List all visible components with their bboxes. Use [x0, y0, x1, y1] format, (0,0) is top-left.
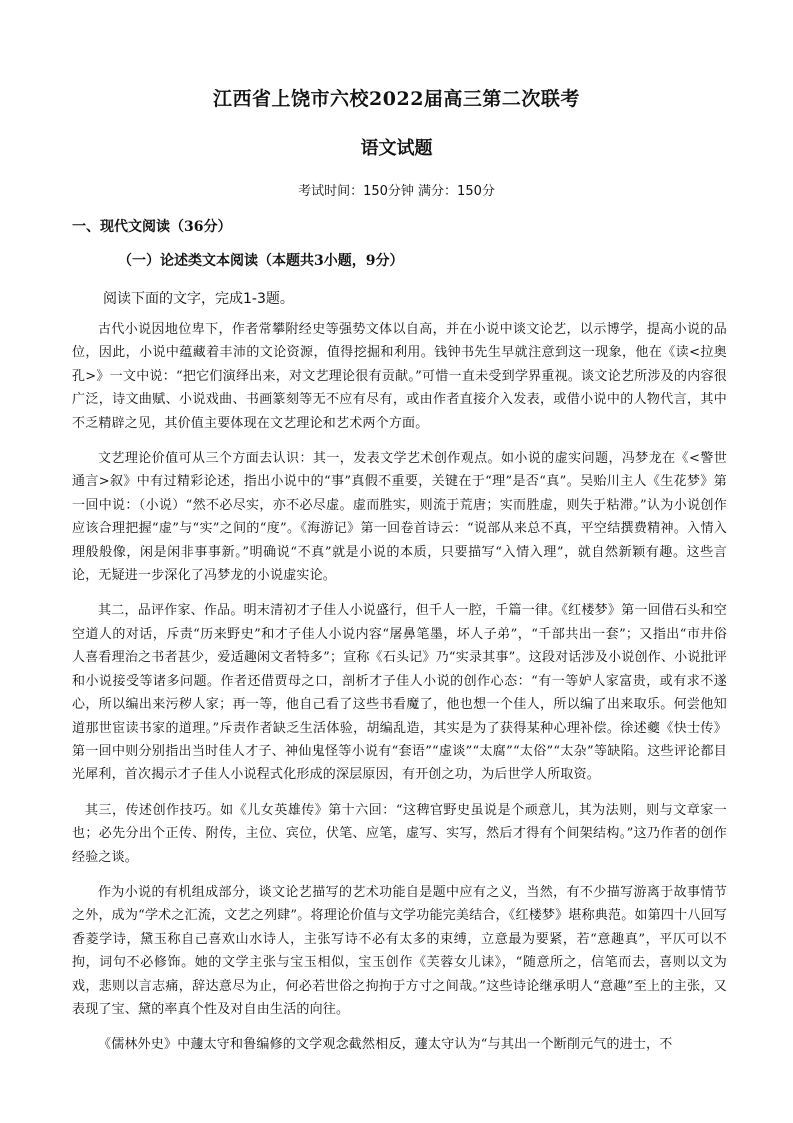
passage-paragraph: 其二，品评作家、作品。明末清初才子佳人小说盛行，但千人一腔，千篇一律。《红楼梦》第一回借石头和空空道人的对话，斥责“历来野史”和才子佳人小说内容“屠鼻笔墨，坏人子弟”，“千部共出一套”；又指出“市井俗人喜看理治之书者甚少，爱适趣闲文者特多”；宣称《石头记》乃“实录其事”。这段对话涉及小说创作、小说批评和小说接受等诸多问题。作者还借贾母之口，剖析才子佳人小说的创作心态：“有一等妒人家富贵，或有求不遂心，所以编出来污秽人家；再一等，他自己看了这些书看魔了，他也想一个佳人，所以编了出来取乐。何尝他知道那世宦读书家的道理。”斥责作者缺乏生活体验，胡编乱造，其实是为了获得某种心理补偿。徐述夔《快士传》第一回中则分别指出当时佳人才子、神仙鬼怪等小说有“套语”“虚谈”“太腐”“太俗”“太杂”等缺陷。这些评论都目光犀利，首次揭示才子佳人小说程式化形成的深层原因，有开创之功，为后世学人所取资。: [72, 603, 727, 783]
section-heading: 一、现代文阅读（36分）: [72, 219, 232, 235]
exam-meta: 考试时间：150分钟 满分：150分: [298, 184, 495, 199]
subsection-heading: （一）论述类文本阅读（本题共3小题，9分）: [118, 253, 404, 269]
passage-paragraph: 《儒林外史》中蘧太守和鲁编修的文学观念截然相反，蘧太守认为“与其出一个断削元气的进士，不: [98, 1037, 673, 1053]
instruction-text: 阅读下面的文字，完成1-3题。: [103, 291, 294, 307]
passage-paragraph: 文艺理论价值可从三个方面去认识：其一，发表文学艺术创作观点。如小说的虚实问题，冯梦龙在《<警世通言>叙》中有过精彩论述，指出小说中的“事”真假不重要，关键在于“理”是否“真”。吴贻川主人《生花梦》第一回中说：（小说）“然不必尽实，亦不必尽虚。虚而胜实，则流于荒唐；实而胜虚，则失于粘滞。”认为小说创作应该合理把握“虚”与“实”之间的“度”。《海游记》第一回卷首诗云：“说部从来总不真，平空结撰费精神。入情入理般般像，闲是闲非事事新。”明确说“不真”就是小说的本质，只要描写“入情入理”，就自然新颖有趣。这些言论，无疑进一步深化了冯梦龙的小说虚实论。: [72, 451, 727, 584]
passage-paragraph: 其三，传述创作技巧。如《儿女英雄传》第十六回：“这稗官野史虽说是个顽意儿，其为法则，则与文章家一也；必先分出个正传、附传，主位、宾位，伏笔、应笔，虚写、实写，然后才得有个间架结构。”这乃作者的创作经验之谈。: [72, 802, 727, 865]
passage-paragraph: 古代小说因地位卑下，作者常攀附经史等强势文体以自高，并在小说中谈文论艺，以示博学，提高小说的品位，因此，小说中蕴藏着丰沛的文论资源，值得挖掘和利用。钱钟书先生早就注意到这一现象，他在《读<拉奥孔>》一文中说：“把它们演绎出来，对文艺理论很有贡献。”可惜一直未受到学界重视。谈文论艺所涉及的内容很广泛，诗文曲赋、小说戏曲、书画篆刻等无不应有尽有，或由作者直接介入发表，或借小说中的人物代言，其中不乏精辟之见，其价值主要体现在文艺理论和艺术两个方面。: [72, 322, 727, 431]
passage-paragraph: 作为小说的有机组成部分，谈文论艺描写的艺术功能自是题中应有之义，当然，有不少描写游离于故事情节之外，成为“学术之汇流，文艺之列肆”。将理论价值与文学功能完美结合，《红楼梦》堪称典范。如第四十八回写香菱学诗，黛玉称自己喜欢山水诗人，主张写诗不必有太多的束缚，立意最为要紧，若“意趣真”，平仄可以不拘，词句不必修饰。她的文学主张与宝玉相似，宝玉创作《芙蓉女儿诔》，“随意所之，信笔而去，喜则以文为戏，悲则以言志痛，辞达意尽为止，何必若世俗之拘拘于方寸之间哉。”这些诗论继承明人“意趣”至上的主张，又表现了宝、黛的率真个性及对自由生活的向往。: [72, 884, 727, 1017]
exam-title: 江西省上饶市六校2022届高三第二次联考: [213, 88, 580, 110]
exam-subtitle: 语文试题: [360, 138, 433, 159]
passage-body: [72, 318, 727, 1069]
